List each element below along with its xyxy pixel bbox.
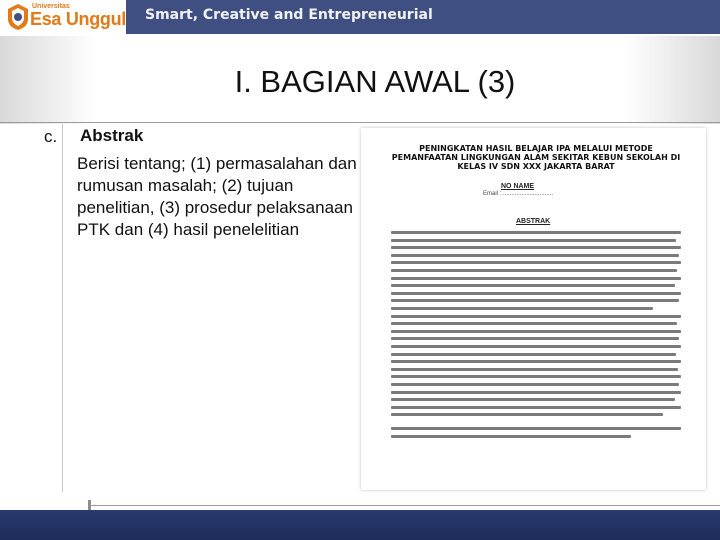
abstract-text-line [391,292,681,295]
abstract-text-line [391,246,681,249]
abstract-text-line [391,337,679,340]
abstract-text-line [391,368,678,371]
abstract-text-line [391,261,681,264]
logo-name: Esa Unggul [30,9,127,29]
abstract-title: PENINGKATAN HASIL BELAJAR IPA MELALUI METODE PEMANFAATAN LINGKUNGAN ALAM SEKITAR KEBUN SEKOLAH DI KELAS IV SDN XXX JAKARTA BARAT [391,144,681,171]
abstract-text-line [391,231,681,234]
university-logo [0,0,126,34]
abstract-author: NO NAME [501,183,535,190]
left-frame-line [62,124,63,524]
bullet-heading: Abstrak [80,126,144,145]
abstract-text-line [391,284,675,287]
bullet-marker: c. [44,127,58,146]
abstract-text-line [391,254,679,257]
title-divider [0,122,720,123]
abstract-text-line [391,277,681,280]
abstract-text-line [391,345,681,348]
abstract-text-line [391,322,677,325]
abstract-text-line [391,330,681,333]
footer-divider [90,505,720,506]
tagline: Smart, Creative and Entrepreneurial [145,7,433,23]
abstract-text-line [391,435,631,438]
abstract-text-line [391,307,653,310]
abstract-text-line [391,427,681,430]
abstract-text-line [391,383,679,386]
slide-title: I. BAGIAN AWAL (3) [234,64,516,99]
bullet-body-text: Berisi tentang; (1) permasalahan dan rumusan masalah; (2) tujuan penelitian, (3) prosedur pelaksanaan PTK dan (4) hasil penelelitian [77,154,357,239]
abstract-text-line [391,239,676,242]
abstract-text-line [391,353,676,356]
abstract-text-line [391,413,663,416]
footer-bar [0,510,720,540]
logo-emblem-icon [6,3,30,31]
abstract-text-line [391,360,681,363]
abstract-text-line [391,315,681,318]
abstract-text-line [391,375,681,378]
abstract-heading: ABSTRAK [516,218,551,225]
logo-small-text: Universitas [32,3,70,10]
abstract-text-line [391,398,675,401]
abstract-text-line [391,391,681,394]
abstract-text-line [391,406,681,409]
header-bar [0,0,720,34]
abstract-text-line [391,269,677,272]
abstract-example-image [361,128,706,490]
abstract-text-line [391,299,679,302]
abstract-email: Email : .............................. [483,191,554,197]
